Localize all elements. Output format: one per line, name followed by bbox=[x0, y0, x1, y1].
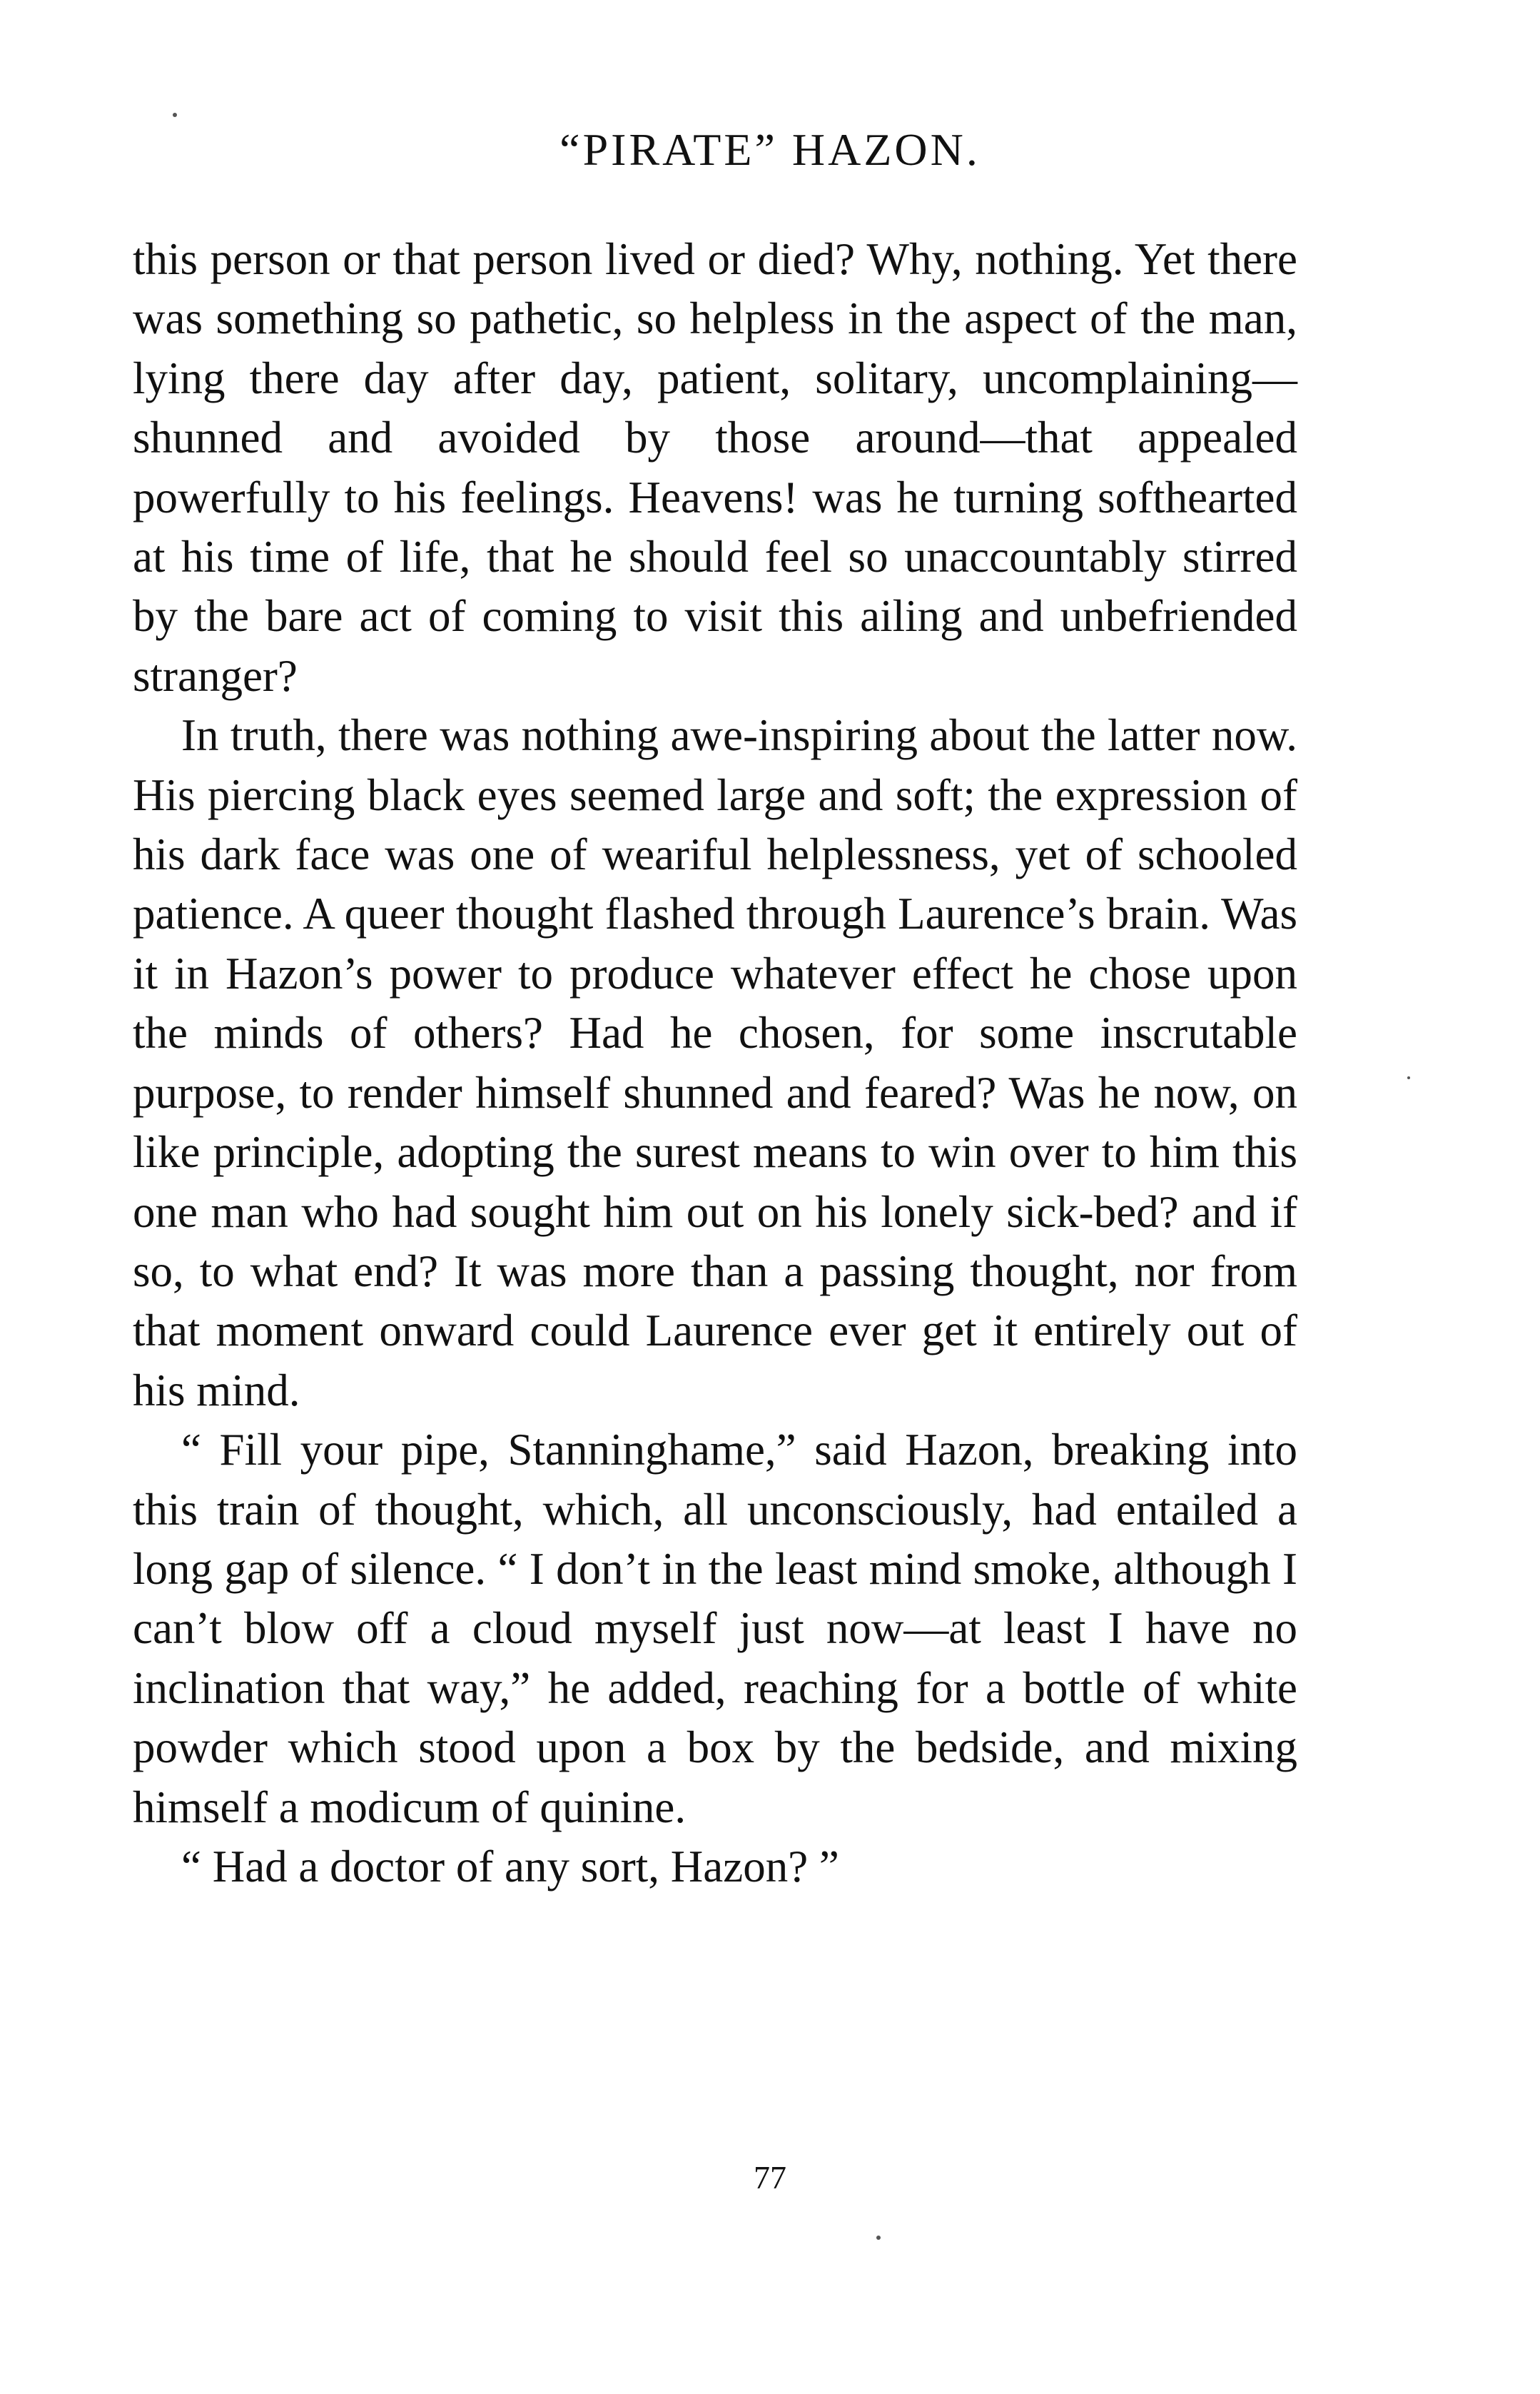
scan-speck bbox=[876, 2236, 881, 2240]
page-number: 77 bbox=[754, 2159, 786, 2196]
paragraph-in-truth: In truth, there was nothing awe-inspiring about the latter now. His piercing black eyes seemed large and soft; the expression of his dark face was one of weariful helplessness, yet of schooled patience. A queer thought flashed through Laurence’s brain. Was it in Hazon’s power to produce whatever effect he chose upon the minds of others? Had he chosen, for some inscrutable purpose, to render himself shunned and feared? Was he now, on like principle, adopting the surest means to win over to him this one man who had sought him out on his lonely sick-bed? and if so, to what end? It was more than a passing thought, nor from that moment onward could Laurence ever get it entirely out of his mind. bbox=[133, 710, 1297, 1415]
paragraph-had-a-doctor: “ Had a doctor of any sort, Hazon? ” bbox=[181, 1841, 839, 1892]
paragraph-continued: this person or that person lived or died? Why, nothing. Yet there was something so pathetic, so helpless in the aspect of the man, lying there day after day, patient, solitary, uncomplaining—shunned and avoided by those around—that appealed powerfully to his feelings. Heavens! was he turning softhearted at his time of life, that he should feel so unaccountably stirred by the bare act of coming to visit this ailing and unbefriended stranger? bbox=[133, 234, 1297, 701]
scan-speck bbox=[173, 113, 177, 117]
scan-speck bbox=[1407, 1076, 1410, 1079]
paragraph-fill-your-pipe: “ Fill your pipe, Stanninghame,” said Hazon, breaking into this train of thought, which, all unconsciously, had entailed a long gap of silence. “ I don’t in the least mind smoke, although I can’t blow off a cloud myself just now—at least I have no inclination that way,” he added, reaching for a bottle of white powder which stood upon a box by the bedside, and mixing himself a modicum of quinine. bbox=[133, 1425, 1297, 1832]
body-text bbox=[133, 230, 1297, 1896]
running-title: “PIRATE” HAZON. bbox=[559, 124, 981, 175]
